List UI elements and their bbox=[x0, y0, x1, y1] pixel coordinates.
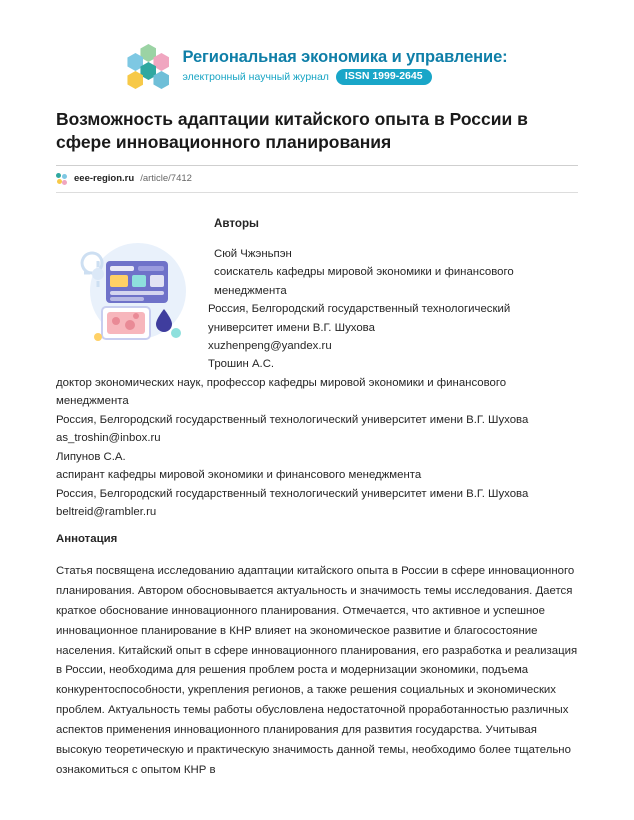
author-affiliation: Россия, Белгородский государственный технологический университет имени В.Г. Шухова bbox=[56, 487, 529, 500]
journal-wordmark bbox=[182, 49, 507, 85]
journal-banner bbox=[56, 44, 578, 90]
abstract-heading: Аннотация bbox=[56, 532, 118, 545]
hexagon-cluster-logo-icon bbox=[126, 44, 172, 90]
issn-badge: ISSN 1999-2645 bbox=[336, 69, 432, 85]
url-domain: eee-region.ru bbox=[74, 173, 135, 185]
research-dashboard-illustration bbox=[76, 237, 194, 355]
author-name: Липунов С.А. bbox=[56, 450, 126, 463]
author-affiliation: Россия, Белгородский государственный технологический университет имени В.Г. Шухова bbox=[208, 303, 511, 334]
title-divider bbox=[56, 165, 578, 166]
page-title: Возможность адаптации китайского опыта в России в сфере инновационного планирования bbox=[56, 109, 528, 153]
author-email[interactable]: xuzhenpeng@yandex.ru bbox=[208, 340, 332, 352]
source-url[interactable] bbox=[56, 173, 578, 185]
abstract-text: Статья посвящена исследованию адаптации китайского опыта в России в сфере инновационного планирования. Автором обосновывается актуальность и значимость темы исследования. Дается краткое обоснование инновационного планирования. Отмечается, что активное и успешное инновационное планирование в КНР влияет на экономическое развитие и благосостояние населения. Китайский опыт в сфере инновационного планирования, его разработка и реализация в России, необходима для решения проблем роста и модернизации экономики, подъема конкурентоспособности, укрепления регионов, а также решения социальных и экономических проблем. Актуальность темы работы обусловлена недостаточной проработанностью различных аспектов применения инновационного планирования для развития государства. Учитывая высокую теоретическую и практическую значимость данной темы, необходимо более тщательно ознакомиться с опытом КНР в bbox=[56, 565, 578, 776]
author-name: Сюй Чжэньпэн bbox=[214, 247, 292, 260]
author-position: соискатель кафедры мировой экономики и финансового менеджмента bbox=[214, 266, 514, 297]
author-position: доктор экономических наук, профессор кафедры мировой экономики и финансового менеджмента bbox=[56, 376, 507, 408]
site-favicon-icon bbox=[56, 173, 68, 185]
author-name: Трошин А.С. bbox=[208, 358, 275, 371]
authors-heading: Авторы bbox=[214, 216, 259, 230]
author-email[interactable]: beltreid@rambler.ru bbox=[56, 506, 157, 519]
author-position: аспирант кафедры мировой экономики и финансового менеджмента bbox=[56, 469, 422, 482]
journal-subtitle: электронный научный журнал bbox=[182, 70, 329, 83]
url-divider bbox=[56, 192, 578, 193]
author-affiliation: Россия, Белгородский государственный технологический университет имени В.Г. Шухова bbox=[56, 413, 529, 426]
url-path: /article/7412 bbox=[140, 173, 192, 185]
journal-title: Региональная экономика и управление: bbox=[182, 47, 508, 66]
author-email[interactable]: as_troshin@inbox.ru bbox=[56, 432, 161, 445]
document-body bbox=[56, 215, 578, 781]
